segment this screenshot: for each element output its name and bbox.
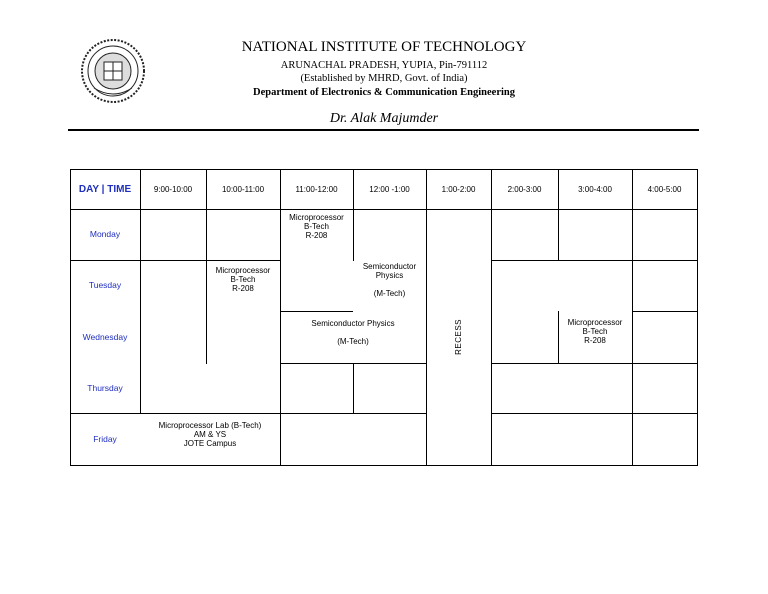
- class-entry: Semiconductor Physics (M-Tech): [311, 319, 395, 346]
- grid-line: [280, 363, 426, 364]
- grid-line: [491, 260, 698, 261]
- grid-line: [491, 363, 632, 364]
- recess-label: RECESS: [454, 319, 463, 355]
- grid-line: [632, 311, 698, 312]
- class-entry: Microprocessor B-Tech R-208: [567, 318, 623, 345]
- class-entry: Semiconductor Physics (M-Tech): [362, 262, 417, 298]
- grid-line: [70, 209, 698, 210]
- grid-line: [491, 413, 698, 414]
- time-slot-header: 11:00-12:00: [295, 184, 338, 194]
- grid-line: [280, 311, 353, 312]
- time-slot-header: 12:00 -1:00: [369, 184, 410, 194]
- department-name: Department of Electronics & Communication Engineering: [253, 87, 515, 98]
- recess-cell: [426, 209, 491, 465]
- institute-name: NATIONAL INSTITUTE OF TECHNOLOGY: [241, 39, 527, 55]
- grid-line: [632, 169, 633, 466]
- day-label-tuesday: Tuesday: [88, 280, 122, 290]
- established-note: (Established by MHRD, Govt. of India): [300, 73, 468, 84]
- grid-line: [491, 169, 492, 466]
- day-label-monday: Monday: [89, 229, 121, 239]
- class-entry: Microprocessor Lab (B-Tech) AM & YS JOTE Campus: [158, 421, 262, 448]
- day-label-wednesday: Wednesday: [82, 331, 128, 342]
- grid-line: [697, 169, 698, 466]
- time-slot-header: 2:00-3:00: [507, 184, 542, 194]
- institute-address: ARUNACHAL PRADESH, YUPIA, Pin-791112: [280, 60, 488, 71]
- faculty-name: Dr. Alak Majumder: [329, 111, 439, 126]
- class-entry: Microprocessor B-Tech R-208: [215, 266, 271, 293]
- day-label-friday: Friday: [93, 433, 117, 444]
- time-slot-header: 10:00-11:00: [221, 184, 265, 194]
- time-slot-header: 9:00-10:00: [153, 184, 193, 194]
- grid-line: [70, 465, 698, 466]
- time-slot-header: 4:00-5:00: [647, 184, 682, 194]
- corner-header: DAY | TIME: [78, 183, 132, 195]
- grid-line: [632, 363, 698, 364]
- time-slot-header: 1:00-2:00: [441, 184, 476, 194]
- grid-line: [353, 363, 354, 414]
- time-slot-header: 3:00-4:00: [578, 184, 612, 194]
- day-label-thursday: Thursday: [87, 382, 123, 393]
- class-entry: Microprocessor B-Tech R-208: [289, 213, 344, 240]
